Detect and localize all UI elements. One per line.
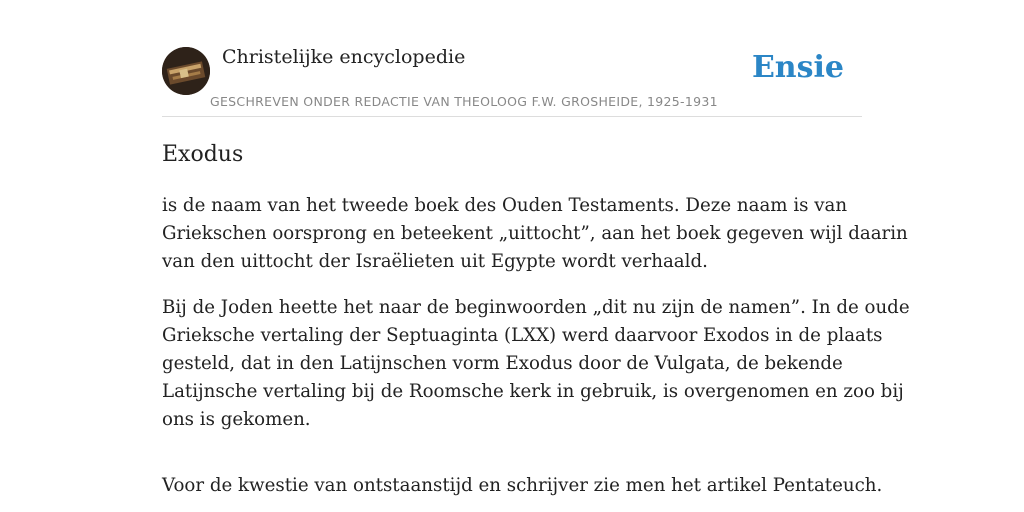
paragraph-line: Bij de Joden heette het naar de beginwoorden „dit nu zijn de namen”. In de oude	[162, 297, 910, 318]
paragraph-line: ons is gekomen.	[162, 409, 311, 430]
source-avatar[interactable]	[162, 47, 210, 95]
article-paragraph	[162, 472, 883, 500]
source-header	[162, 44, 862, 117]
source-subtitle: GESCHREVEN ONDER REDACTIE VAN THEOLOOG F.W. GROSHEIDE, 1925-1931	[210, 94, 718, 109]
book-icon	[162, 47, 210, 95]
article-paragraph	[162, 192, 908, 276]
article-title: Exodus	[162, 142, 244, 167]
article	[162, 140, 910, 512]
source-title[interactable]: Christelijke encyclopedie	[222, 46, 466, 68]
paragraph-line: Grieksche vertaling der Septuaginta (LXX) werd daarvoor Exodos in de plaats	[162, 325, 883, 346]
article-paragraph	[162, 294, 910, 434]
paragraph-line: Griekschen oorsprong en beteekent „uittocht”, aan het boek gegeven wijl daarin	[162, 223, 908, 244]
paragraph-line: Latijnsche vertaling bij de Roomsche kerk in gebruik, is overgenomen en zoo bij	[162, 381, 904, 402]
paragraph-line: is de naam van het tweede boek des Ouden Testaments. Deze naam is van	[162, 195, 848, 216]
paragraph-line: gesteld, dat in den Latijnschen vorm Exodus door de Vulgata, de bekende	[162, 353, 843, 374]
paragraph-line: Voor de kwestie van ontstaanstijd en schrijver zie men het artikel Pentateuch.	[162, 475, 883, 496]
brand-logo[interactable]: Ensie	[751, 50, 844, 85]
paragraph-line: van den uittocht der Israëlieten uit Egypte wordt verhaald.	[162, 251, 708, 272]
